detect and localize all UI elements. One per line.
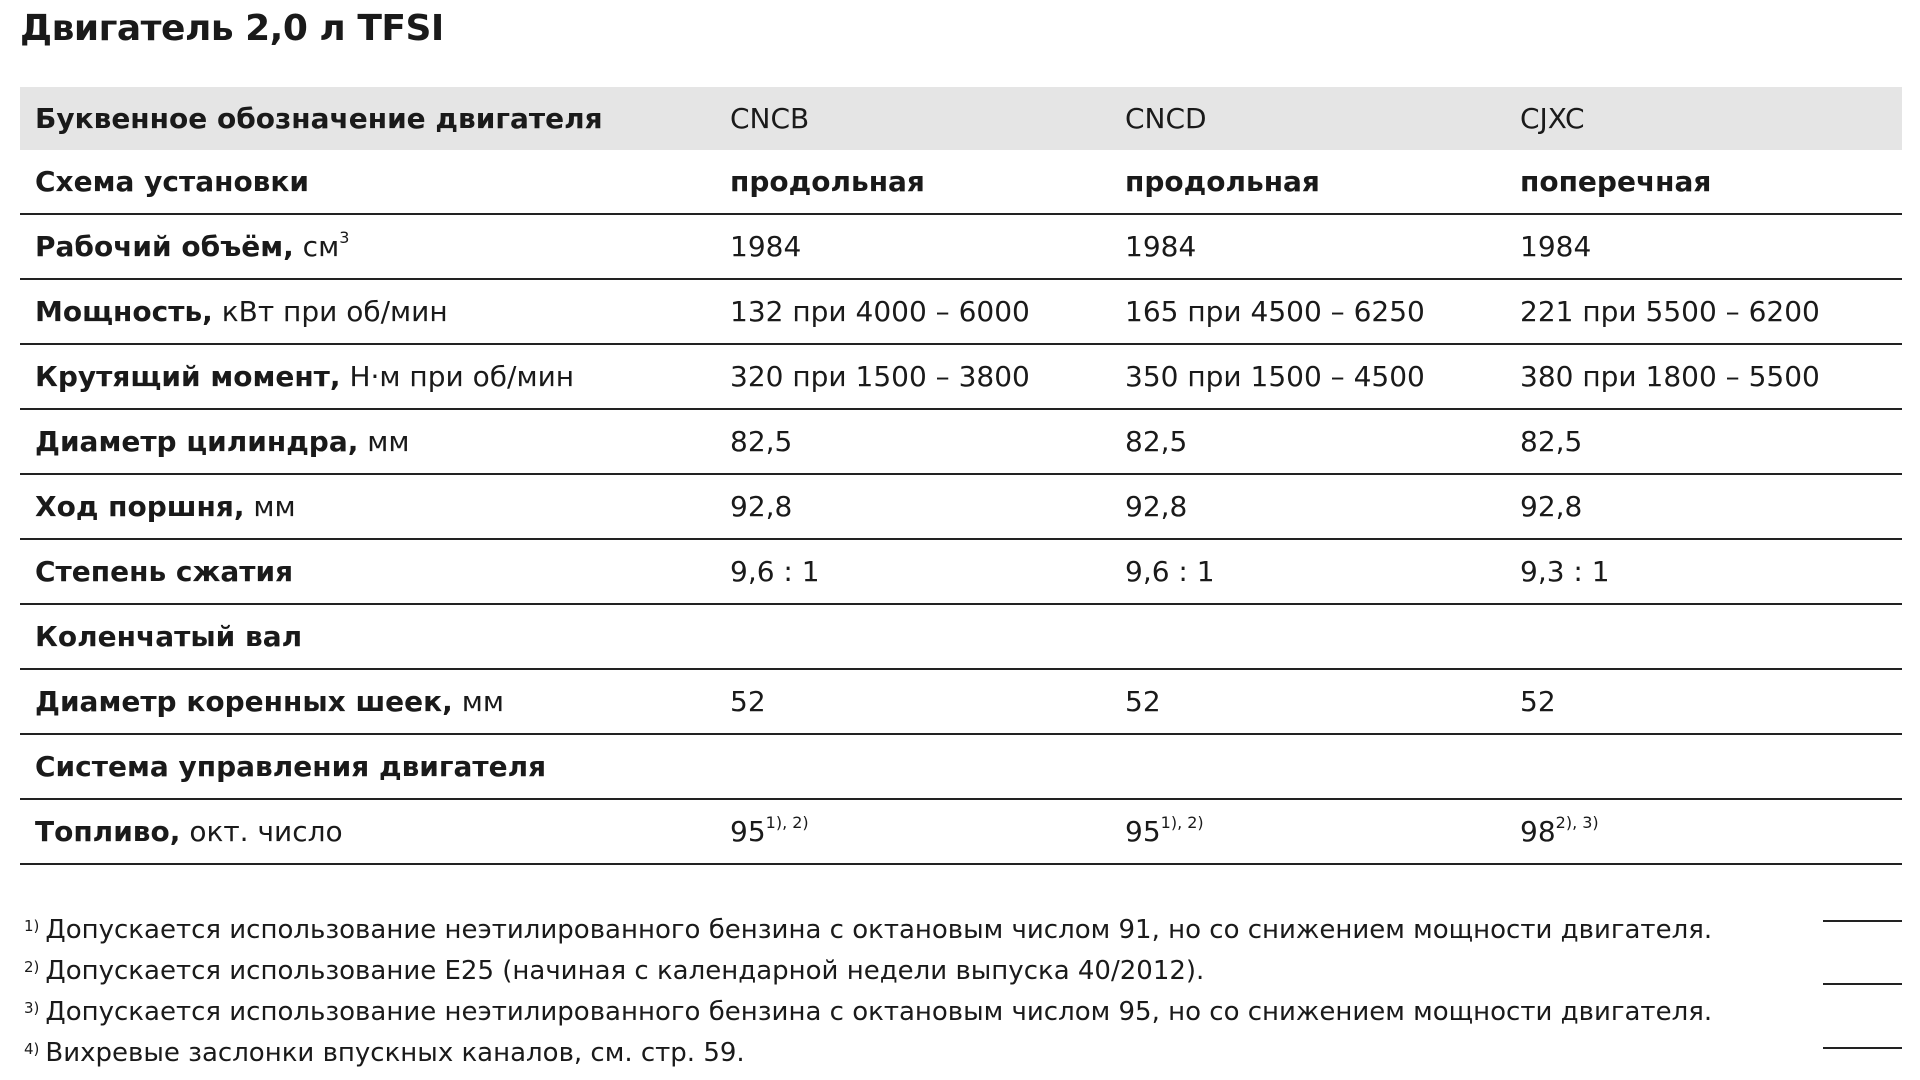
fuel-footnote-ref: 2), 3) [1555,813,1599,832]
row-value: 9,6 : 1 [715,539,1110,604]
header-label: Буквенное обозначение двигателя [20,87,715,150]
row-unit: окт. число [189,815,343,848]
row-label-text: Крутящий момент, [35,360,341,393]
row-label [20,474,715,539]
row-value: 92,8 [715,474,1110,539]
footnote [24,992,1744,1033]
row-value: 92,8 [1110,474,1505,539]
engine-spec-table [20,87,1902,865]
row-label-text: Коленчатый вал [35,620,303,653]
row-label-text: Ход поршня, [35,490,245,523]
row-value: 52 [1110,669,1505,734]
table-row [20,279,1902,344]
table-row [20,669,1902,734]
row-unit: см [302,230,340,263]
row-value: 82,5 [1505,409,1902,474]
fuel-footnote-ref: 1), 2) [765,813,809,832]
row-label [20,539,715,604]
margin-rule [1823,920,1902,922]
footnote-text: Допускается использование неэтилированного бензина с октановым числом 91, но со снижением мощности двигателя. [45,915,1713,945]
table-row [20,409,1902,474]
row-label [20,214,715,279]
page-title: Двигатель 2,0 л TFSI [20,8,444,49]
row-value [1110,604,1505,669]
row-value [1110,734,1505,799]
row-label-text: Система управления двигателя [35,750,547,783]
row-value: поперечная [1505,150,1902,214]
row-value [715,734,1110,799]
row-value: продольная [715,150,1110,214]
row-value: 9,3 : 1 [1505,539,1902,604]
fuel-footnote-ref: 1), 2) [1160,813,1204,832]
row-label-text: Диаметр коренных шеек, [35,685,453,718]
row-value: 1984 [715,214,1110,279]
row-value [715,604,1110,669]
row-label-text: Топливо, [35,815,181,848]
row-unit: кВт при об/мин [221,295,448,328]
row-label [20,604,715,669]
row-label [20,344,715,409]
footnote-mark: 1) [24,917,40,935]
row-label [20,669,715,734]
row-label-text: Степень сжатия [35,555,294,588]
footnote-mark: 3) [24,999,40,1017]
row-label-text: Диаметр цилиндра, [35,425,359,458]
row-value: 165 при 4500 – 6250 [1110,279,1505,344]
row-value: продольная [1110,150,1505,214]
row-unit: мм [367,425,410,458]
row-value [1505,604,1902,669]
header-col-cjxc: CJXC [1505,87,1902,150]
table-row [20,799,1902,864]
table-row [20,539,1902,604]
table-row [20,474,1902,539]
table-row [20,214,1902,279]
row-value [1505,734,1902,799]
row-value: 52 [715,669,1110,734]
row-value [1110,799,1505,864]
row-label-text: Схема установки [35,165,310,198]
row-label [20,279,715,344]
row-unit: мм [461,685,504,718]
header-col-cncd: CNCD [1110,87,1505,150]
table-row-section [20,734,1902,799]
footnote-mark: 4) [24,1040,40,1058]
margin-rule [1823,983,1902,985]
row-label [20,150,715,214]
footnote [24,1033,1744,1074]
row-value: 132 при 4000 – 6000 [715,279,1110,344]
row-value: 221 при 5500 – 6200 [1505,279,1902,344]
row-label [20,734,715,799]
row-label [20,409,715,474]
margin-rule [1823,1047,1902,1049]
row-value: 82,5 [1110,409,1505,474]
header-col-cncb: CNCB [715,87,1110,150]
row-value: 52 [1505,669,1902,734]
footnote-mark: 2) [24,958,40,976]
footnote-text: Вихревые заслонки впускных каналов, см. стр. 59. [45,1038,745,1068]
footnotes [24,910,1744,1074]
table-row [20,344,1902,409]
fuel-octane: 95 [730,815,766,848]
row-unit: Н·м при об/мин [349,360,575,393]
row-value: 92,8 [1505,474,1902,539]
table-row-section [20,604,1902,669]
row-unit: мм [253,490,296,523]
row-value: 1984 [1110,214,1505,279]
footnote [24,951,1744,992]
row-value: 380 при 1800 – 5500 [1505,344,1902,409]
row-unit-sup: 3 [339,228,350,247]
table-header-row [20,87,1902,150]
footnote-text: Допускается использование E25 (начиная с календарной недели выпуска 40/2012). [45,956,1205,986]
row-value: 1984 [1505,214,1902,279]
row-value: 82,5 [715,409,1110,474]
table-row [20,150,1902,214]
row-label [20,799,715,864]
row-value: 320 при 1500 – 3800 [715,344,1110,409]
row-value [715,799,1110,864]
fuel-octane: 98 [1520,815,1556,848]
row-label-text: Рабочий объём, [35,230,294,263]
footnote [24,910,1744,951]
row-value [1505,799,1902,864]
footnote-text: Допускается использование неэтилированного бензина с октановым числом 95, но со снижением мощности двигателя. [45,997,1713,1027]
row-value: 9,6 : 1 [1110,539,1505,604]
fuel-octane: 95 [1125,815,1161,848]
row-value: 350 при 1500 – 4500 [1110,344,1505,409]
row-label-text: Мощность, [35,295,213,328]
